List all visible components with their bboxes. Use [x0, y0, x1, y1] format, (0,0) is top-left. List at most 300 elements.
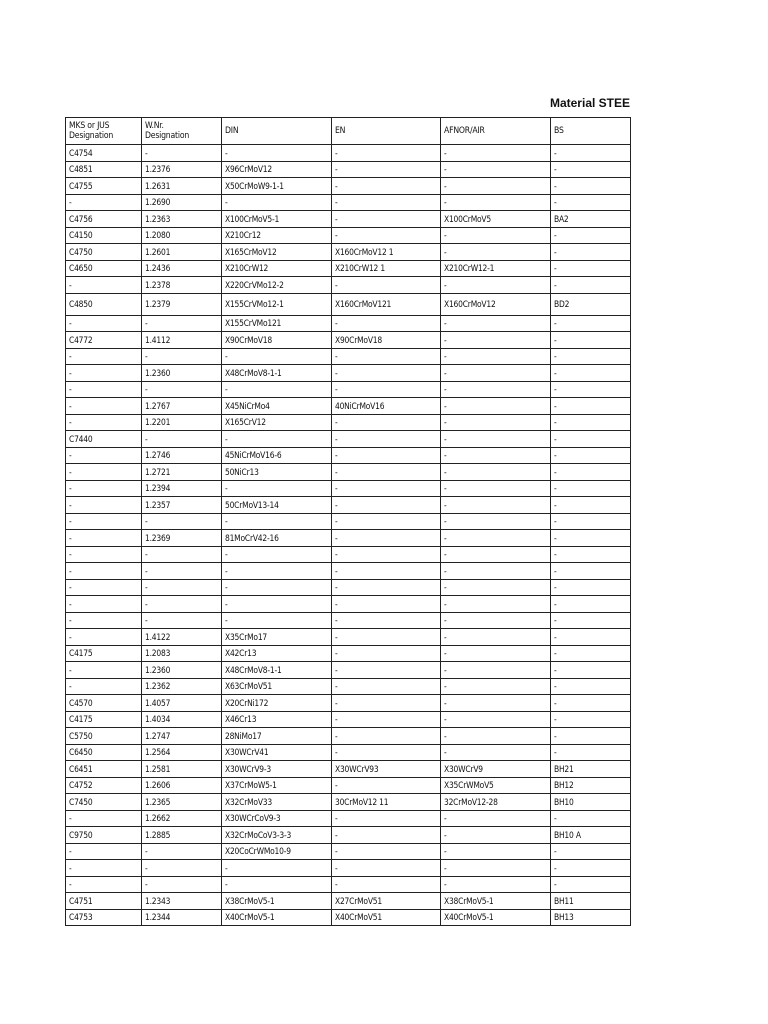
cell-din: -: [222, 513, 332, 530]
cell-en: X27CrMoV51: [332, 893, 441, 910]
cell-din: -: [222, 145, 332, 162]
cell-wnr: 1.2201: [142, 414, 222, 431]
table-row: [66, 728, 631, 745]
cell-din: X48CrMoV8-1-1: [222, 662, 332, 679]
cell-bs: -: [551, 530, 631, 547]
cell-mks-jus: -: [66, 348, 142, 365]
table-row: [66, 497, 631, 514]
cell-din: X30WCrCoV9-3: [222, 810, 332, 827]
cell-en: X40CrMoV51: [332, 909, 441, 926]
cell-wnr: 1.2083: [142, 645, 222, 662]
page-title: Material STEE: [549, 96, 630, 110]
cell-wnr: 1.2631: [142, 178, 222, 195]
cell-afnor-air: -: [441, 629, 551, 646]
cell-wnr: 1.2601: [142, 244, 222, 261]
cell-mks-jus: C6450: [66, 744, 142, 761]
cell-wnr: -: [142, 860, 222, 877]
cell-din: -: [222, 480, 332, 497]
cell-mks-jus: -: [66, 843, 142, 860]
cell-wnr: -: [142, 315, 222, 332]
cell-wnr: -: [142, 596, 222, 613]
cell-din: X220CrVMo12-2: [222, 277, 332, 294]
cell-en: X90CrMoV18: [332, 332, 441, 349]
cell-afnor-air: -: [441, 579, 551, 596]
cell-en: 40NiCrMoV16: [332, 398, 441, 415]
table-row: [66, 860, 631, 877]
cell-bs: -: [551, 315, 631, 332]
cell-afnor-air: -: [441, 178, 551, 195]
cell-afnor-air: -: [441, 447, 551, 464]
cell-din: 45NiCrMoV16-6: [222, 447, 332, 464]
cell-wnr: 1.2376: [142, 161, 222, 178]
cell-bs: BA2: [551, 211, 631, 228]
cell-wnr: 1.2362: [142, 678, 222, 695]
cell-mks-jus: C4850: [66, 293, 142, 315]
cell-mks-jus: C4755: [66, 178, 142, 195]
cell-bs: BH21: [551, 761, 631, 778]
cell-wnr: -: [142, 381, 222, 398]
cell-din: X46Cr13: [222, 711, 332, 728]
table-row: [66, 546, 631, 563]
cell-afnor-air: X30WCrV9: [441, 761, 551, 778]
cell-din: -: [222, 563, 332, 580]
cell-bs: -: [551, 596, 631, 613]
cell-din: X96CrMoV12: [222, 161, 332, 178]
cell-bs: BH10 A: [551, 827, 631, 844]
cell-mks-jus: C4150: [66, 227, 142, 244]
cell-mks-jus: -: [66, 629, 142, 646]
cell-bs: BH10: [551, 794, 631, 811]
cell-din: -: [222, 431, 332, 448]
cell-mks-jus: C4851: [66, 161, 142, 178]
cell-afnor-air: X160CrMoV12: [441, 293, 551, 315]
cell-bs: -: [551, 629, 631, 646]
cell-afnor-air: X40CrMoV5-1: [441, 909, 551, 926]
cell-wnr: -: [142, 579, 222, 596]
table-row: [66, 431, 631, 448]
cell-wnr: 1.2394: [142, 480, 222, 497]
cell-din: X37CrMoW5-1: [222, 777, 332, 794]
cell-mks-jus: -: [66, 678, 142, 695]
cell-afnor-air: -: [441, 728, 551, 745]
cell-afnor-air: -: [441, 497, 551, 514]
cell-bs: -: [551, 227, 631, 244]
table-row: [66, 332, 631, 349]
cell-bs: -: [551, 398, 631, 415]
table-row: [66, 909, 631, 926]
cell-en: -: [332, 447, 441, 464]
cell-bs: -: [551, 678, 631, 695]
cell-bs: -: [551, 464, 631, 481]
table-row: [66, 414, 631, 431]
cell-wnr: 1.2721: [142, 464, 222, 481]
cell-mks-jus: -: [66, 612, 142, 629]
cell-mks-jus: -: [66, 860, 142, 877]
cell-en: -: [332, 645, 441, 662]
cell-wnr: 1.2360: [142, 365, 222, 382]
cell-wnr: -: [142, 145, 222, 162]
cell-en: -: [332, 860, 441, 877]
cell-afnor-air: -: [441, 513, 551, 530]
cell-wnr: 1.4057: [142, 695, 222, 712]
cell-din: 50NiCr13: [222, 464, 332, 481]
cell-afnor-air: -: [441, 414, 551, 431]
column-header-en: EN: [332, 118, 441, 145]
cell-wnr: 1.2746: [142, 447, 222, 464]
table-row: [66, 563, 631, 580]
cell-afnor-air: -: [441, 810, 551, 827]
cell-en: -: [332, 744, 441, 761]
cell-din: X30WCrV9-3: [222, 761, 332, 778]
cell-afnor-air: X100CrMoV5: [441, 211, 551, 228]
cell-bs: -: [551, 431, 631, 448]
cell-en: -: [332, 381, 441, 398]
cell-wnr: 1.2767: [142, 398, 222, 415]
cell-bs: -: [551, 381, 631, 398]
cell-mks-jus: -: [66, 398, 142, 415]
table-row: [66, 244, 631, 261]
table-row: [66, 777, 631, 794]
cell-bs: -: [551, 260, 631, 277]
table-row: [66, 315, 631, 332]
cell-wnr: 1.2581: [142, 761, 222, 778]
cell-en: -: [332, 365, 441, 382]
cell-afnor-air: -: [441, 480, 551, 497]
cell-afnor-air: 32CrMoV12-28: [441, 794, 551, 811]
cell-en: -: [332, 546, 441, 563]
table-row: [66, 794, 631, 811]
cell-wnr: -: [142, 431, 222, 448]
cell-wnr: 1.2606: [142, 777, 222, 794]
cell-din: -: [222, 194, 332, 211]
cell-bs: -: [551, 365, 631, 382]
table-row: [66, 447, 631, 464]
cell-din: X32CrMoCoV3-3-3: [222, 827, 332, 844]
cell-mks-jus: C4751: [66, 893, 142, 910]
cell-din: -: [222, 348, 332, 365]
cell-afnor-air: -: [441, 277, 551, 294]
cell-bs: BH12: [551, 777, 631, 794]
table-row: [66, 810, 631, 827]
cell-bs: BD2: [551, 293, 631, 315]
cell-en: -: [332, 480, 441, 497]
cell-afnor-air: -: [441, 662, 551, 679]
table-row: [66, 513, 631, 530]
cell-mks-jus: -: [66, 365, 142, 382]
cell-wnr: 1.2436: [142, 260, 222, 277]
cell-wnr: -: [142, 513, 222, 530]
cell-en: -: [332, 211, 441, 228]
cell-afnor-air: -: [441, 827, 551, 844]
cell-mks-jus: -: [66, 381, 142, 398]
cell-en: -: [332, 414, 441, 431]
table-row: [66, 612, 631, 629]
table-row: [66, 629, 631, 646]
cell-wnr: 1.2369: [142, 530, 222, 547]
cell-afnor-air: -: [441, 464, 551, 481]
cell-afnor-air: -: [441, 348, 551, 365]
cell-din: X165CrMoV12: [222, 244, 332, 261]
table-row: [66, 827, 631, 844]
cell-mks-jus: -: [66, 546, 142, 563]
cell-mks-jus: -: [66, 414, 142, 431]
cell-wnr: 1.4112: [142, 332, 222, 349]
cell-mks-jus: -: [66, 497, 142, 514]
cell-din: X210Cr12: [222, 227, 332, 244]
cell-mks-jus: -: [66, 876, 142, 893]
table-row: [66, 161, 631, 178]
cell-bs: -: [551, 348, 631, 365]
cell-afnor-air: -: [441, 227, 551, 244]
cell-din: -: [222, 612, 332, 629]
cell-mks-jus: C7440: [66, 431, 142, 448]
cell-en: -: [332, 145, 441, 162]
cell-wnr: -: [142, 546, 222, 563]
cell-en: -: [332, 777, 441, 794]
cell-bs: -: [551, 447, 631, 464]
table-row: [66, 381, 631, 398]
cell-wnr: 1.2080: [142, 227, 222, 244]
cell-mks-jus: C4752: [66, 777, 142, 794]
cell-wnr: 1.4034: [142, 711, 222, 728]
cell-din: -: [222, 876, 332, 893]
cell-en: -: [332, 629, 441, 646]
cell-mks-jus: C4750: [66, 244, 142, 261]
cell-bs: -: [551, 513, 631, 530]
cell-afnor-air: -: [441, 711, 551, 728]
cell-bs: -: [551, 414, 631, 431]
material-table: [65, 117, 631, 926]
cell-din: X42Cr13: [222, 645, 332, 662]
cell-en: -: [332, 579, 441, 596]
cell-wnr: 1.2363: [142, 211, 222, 228]
cell-afnor-air: -: [441, 876, 551, 893]
cell-din: X50CrMoW9-1-1: [222, 178, 332, 195]
table-row: [66, 145, 631, 162]
cell-afnor-air: -: [441, 398, 551, 415]
cell-wnr: 1.4122: [142, 629, 222, 646]
cell-en: X160CrMoV12 1: [332, 244, 441, 261]
cell-wnr: -: [142, 843, 222, 860]
cell-mks-jus: C9750: [66, 827, 142, 844]
cell-mks-jus: -: [66, 810, 142, 827]
cell-en: -: [332, 876, 441, 893]
cell-wnr: -: [142, 348, 222, 365]
cell-wnr: 1.2690: [142, 194, 222, 211]
cell-wnr: 1.2360: [142, 662, 222, 679]
cell-mks-jus: C6451: [66, 761, 142, 778]
table-row: [66, 530, 631, 547]
cell-bs: -: [551, 728, 631, 745]
cell-en: -: [332, 348, 441, 365]
cell-din: X32CrMoV33: [222, 794, 332, 811]
cell-din: X155CrVMo121: [222, 315, 332, 332]
cell-afnor-air: -: [441, 315, 551, 332]
cell-afnor-air: -: [441, 194, 551, 211]
cell-en: -: [332, 530, 441, 547]
table-row: [66, 293, 631, 315]
cell-wnr: 1.2564: [142, 744, 222, 761]
cell-afnor-air: -: [441, 381, 551, 398]
cell-en: -: [332, 178, 441, 195]
cell-din: X155CrVMo12-1: [222, 293, 332, 315]
table-row: [66, 398, 631, 415]
cell-bs: -: [551, 695, 631, 712]
table-row: [66, 695, 631, 712]
table-row: [66, 678, 631, 695]
column-header-bs: BS: [551, 118, 631, 145]
column-header-mks-jus: MKS or JUS Designation: [66, 118, 142, 145]
cell-din: -: [222, 546, 332, 563]
cell-afnor-air: -: [441, 332, 551, 349]
cell-afnor-air: X35CrWMoV5: [441, 777, 551, 794]
table-row: [66, 365, 631, 382]
table-row: [66, 596, 631, 613]
cell-mks-jus: -: [66, 662, 142, 679]
cell-en: -: [332, 843, 441, 860]
cell-afnor-air: -: [441, 678, 551, 695]
cell-en: X160CrMoV121: [332, 293, 441, 315]
cell-afnor-air: -: [441, 695, 551, 712]
cell-afnor-air: -: [441, 744, 551, 761]
table-row: [66, 277, 631, 294]
cell-afnor-air: -: [441, 612, 551, 629]
cell-din: -: [222, 381, 332, 398]
cell-mks-jus: C4772: [66, 332, 142, 349]
cell-en: -: [332, 431, 441, 448]
cell-afnor-air: -: [441, 431, 551, 448]
cell-en: X210CrW12 1: [332, 260, 441, 277]
cell-din: -: [222, 596, 332, 613]
cell-din: X90CrMoV18: [222, 332, 332, 349]
table-row: [66, 178, 631, 195]
cell-wnr: 1.2662: [142, 810, 222, 827]
cell-mks-jus: -: [66, 277, 142, 294]
cell-mks-jus: C7450: [66, 794, 142, 811]
cell-mks-jus: C4570: [66, 695, 142, 712]
cell-bs: -: [551, 332, 631, 349]
cell-afnor-air: -: [441, 860, 551, 877]
cell-en: -: [332, 711, 441, 728]
cell-wnr: 1.2747: [142, 728, 222, 745]
cell-mks-jus: -: [66, 480, 142, 497]
cell-afnor-air: -: [441, 645, 551, 662]
cell-bs: -: [551, 876, 631, 893]
cell-mks-jus: C4754: [66, 145, 142, 162]
cell-din: X20CrNi172: [222, 695, 332, 712]
cell-bs: -: [551, 546, 631, 563]
cell-mks-jus: C4175: [66, 711, 142, 728]
cell-din: -: [222, 579, 332, 596]
cell-din: X40CrMoV5-1: [222, 909, 332, 926]
table-row: [66, 761, 631, 778]
cell-mks-jus: -: [66, 513, 142, 530]
cell-bs: -: [551, 645, 631, 662]
cell-bs: BH13: [551, 909, 631, 926]
cell-mks-jus: -: [66, 530, 142, 547]
cell-afnor-air: -: [441, 145, 551, 162]
table-row: [66, 711, 631, 728]
cell-mks-jus: -: [66, 447, 142, 464]
cell-bs: -: [551, 810, 631, 827]
cell-din: X38CrMoV5-1: [222, 893, 332, 910]
cell-bs: -: [551, 579, 631, 596]
cell-din: 50CrMoV13-14: [222, 497, 332, 514]
table-row: [66, 579, 631, 596]
cell-mks-jus: -: [66, 596, 142, 613]
table-row: [66, 260, 631, 277]
table-row: [66, 876, 631, 893]
cell-bs: -: [551, 244, 631, 261]
cell-bs: -: [551, 480, 631, 497]
cell-wnr: 1.2344: [142, 909, 222, 926]
cell-afnor-air: X38CrMoV5-1: [441, 893, 551, 910]
table-row: [66, 662, 631, 679]
cell-mks-jus: -: [66, 563, 142, 580]
cell-en: -: [332, 563, 441, 580]
cell-en: -: [332, 497, 441, 514]
cell-mks-jus: C5750: [66, 728, 142, 745]
cell-din: X35CrMo17: [222, 629, 332, 646]
table-row: [66, 645, 631, 662]
cell-bs: -: [551, 612, 631, 629]
cell-bs: -: [551, 497, 631, 514]
cell-en: -: [332, 612, 441, 629]
cell-bs: -: [551, 563, 631, 580]
table-row: [66, 348, 631, 365]
cell-en: -: [332, 728, 441, 745]
cell-wnr: -: [142, 563, 222, 580]
cell-mks-jus: -: [66, 194, 142, 211]
cell-en: -: [332, 695, 441, 712]
cell-wnr: 1.2343: [142, 893, 222, 910]
cell-en: -: [332, 827, 441, 844]
cell-wnr: 1.2365: [142, 794, 222, 811]
table-header-row: [66, 118, 631, 145]
cell-afnor-air: -: [441, 530, 551, 547]
cell-en: -: [332, 513, 441, 530]
cell-wnr: 1.2357: [142, 497, 222, 514]
cell-mks-jus: C4756: [66, 211, 142, 228]
cell-en: -: [332, 315, 441, 332]
cell-wnr: -: [142, 876, 222, 893]
table-row: [66, 893, 631, 910]
column-header-din: DIN: [222, 118, 332, 145]
cell-afnor-air: -: [441, 563, 551, 580]
cell-din: X30WCrV41: [222, 744, 332, 761]
cell-en: -: [332, 662, 441, 679]
cell-en: -: [332, 194, 441, 211]
cell-din: X63CrMoV51: [222, 678, 332, 695]
cell-bs: -: [551, 843, 631, 860]
cell-afnor-air: X210CrW12-1: [441, 260, 551, 277]
table-row: [66, 744, 631, 761]
cell-en: 30CrMoV12 11: [332, 794, 441, 811]
cell-din: X210CrW12: [222, 260, 332, 277]
cell-afnor-air: -: [441, 161, 551, 178]
cell-en: -: [332, 810, 441, 827]
cell-din: 81MoCrV42-16: [222, 530, 332, 547]
cell-en: -: [332, 596, 441, 613]
cell-bs: -: [551, 860, 631, 877]
cell-wnr: -: [142, 612, 222, 629]
cell-en: -: [332, 678, 441, 695]
cell-bs: -: [551, 194, 631, 211]
cell-bs: -: [551, 662, 631, 679]
cell-din: X20CoCrWMo10-9: [222, 843, 332, 860]
cell-din: X165CrV12: [222, 414, 332, 431]
cell-afnor-air: -: [441, 365, 551, 382]
